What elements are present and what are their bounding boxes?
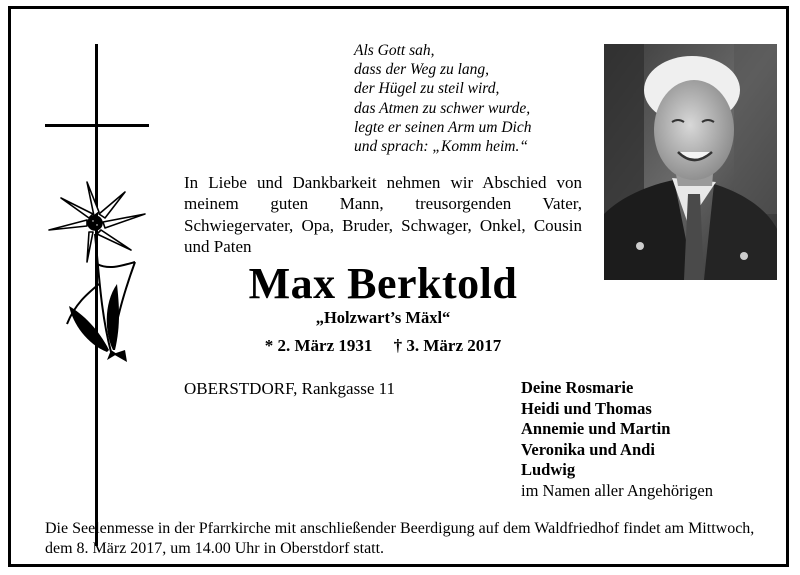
poem-line: Als Gott sah, [354,42,435,59]
portrait-photo [604,44,777,280]
poem [354,41,532,156]
poem-line: und sprach: „Komm heim.“ [354,138,528,156]
mourners-list [521,378,713,501]
mourner-name: Ludwig [521,460,576,479]
mourner-name: Annemie und Martin [521,419,671,438]
poem-line: dass der Weg zu lang, [354,61,490,79]
mourner-name: Deine Rosmarie [521,378,634,397]
death-date: † 3. März 2017 [393,336,502,355]
mourner-name: Heidi und Thomas [521,398,652,418]
deceased-nickname: „Holzwart’s Mäxl“ [315,308,451,327]
funeral-info: Die Seelenmesse in der Pfarrkirche mit anschließender Beerdigung auf dem Waldfriedhof findet am Mittwoch, dem 8. März 2017, um 14.00 Uhr in Oberstdorf statt. [45,520,755,557]
mourners-closing: im Namen aller Angehörigen [521,480,713,500]
poem-line: legte er seinen Arm um Dich [354,118,532,136]
deceased-name: Max Berktold [248,259,518,308]
edelweiss-icon [47,174,147,364]
obituary-notice [8,6,789,567]
mourner-name: Veronika und Andi [521,439,655,459]
cross-beam [45,124,149,127]
address: OBERSTDORF, Rankgasse 11 [184,379,395,398]
poem-line: der Hügel zu steil wird, [354,80,500,98]
intro-text: In Liebe und Dankbarkeit nehmen wir Abschied von meinem guten Mann, treusorgenden Vater, Schwiegervater, Opa, Bruder, Schwager, Onkel, Cousin und Paten [184,173,582,256]
birth-date: * 2. März 1931 [264,336,373,355]
poem-line: das Atmen zu schwer wurde, [354,99,531,117]
life-dates [184,335,582,357]
